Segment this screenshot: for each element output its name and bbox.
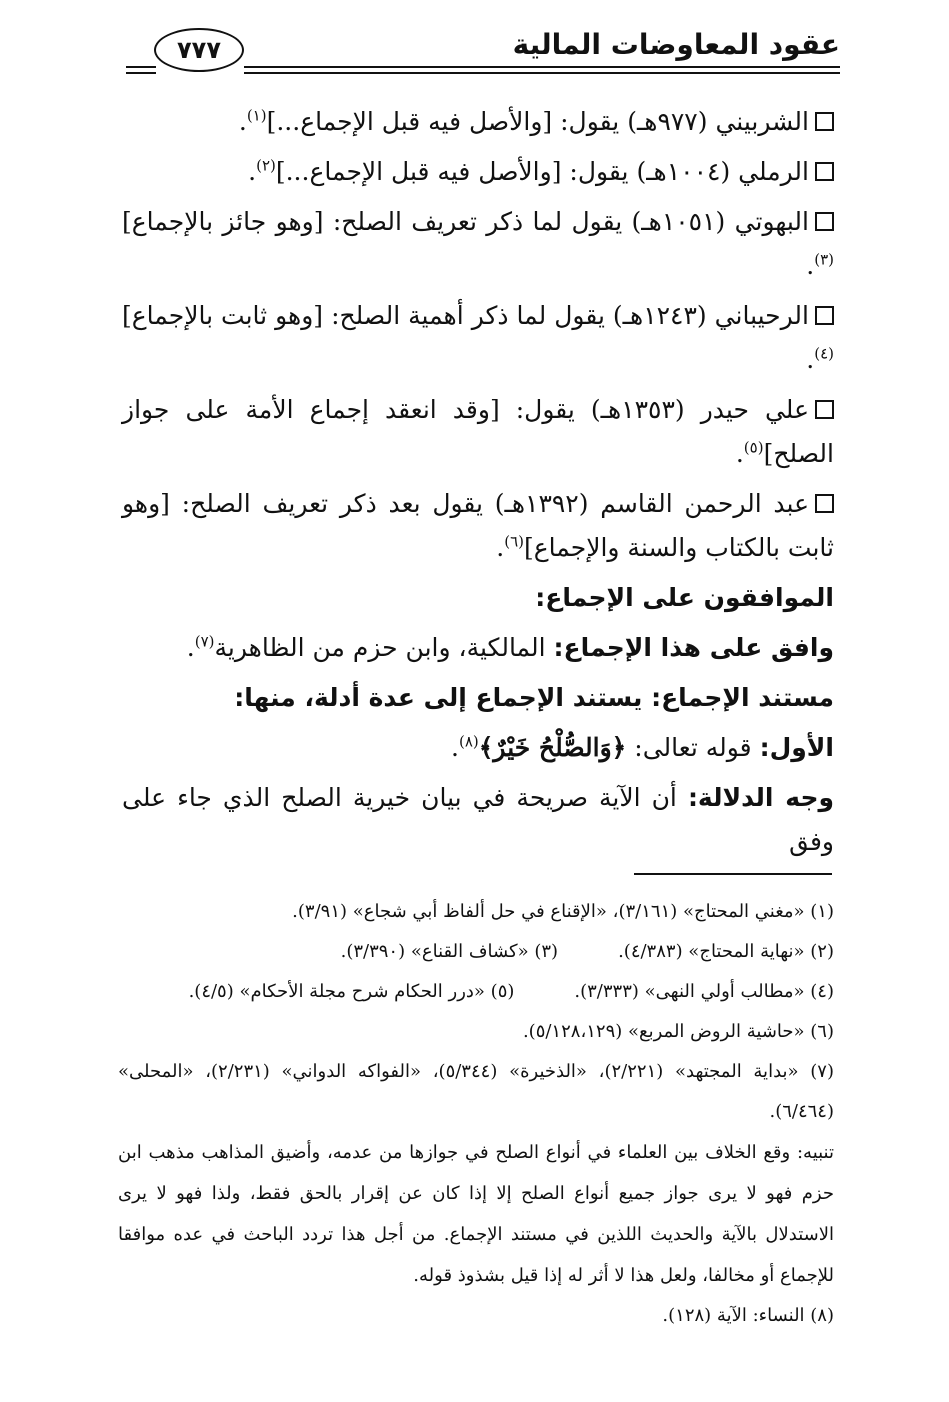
footnote-6: (٦) «حاشية الروض المربع» (٥/١٢٨،١٢٩).: [522, 1021, 834, 1042]
header-rule-top-left: [126, 66, 156, 68]
footnote-8: (٨) النساء: الآية (١٢٨).: [662, 1305, 834, 1326]
header-rule-top-right: [244, 66, 840, 68]
footnote-1: (١) «مغني المحتاج» (٣/١٦١)، «الإقناع في حل ألفاظ أبي شجاع» (٣/٩١).: [292, 901, 834, 922]
footnote-ref: (٧): [194, 632, 215, 651]
section-heading: الموافقون على الإجماع:: [535, 583, 834, 612]
page-header: [120, 24, 840, 84]
footnote-7: (٧) «بداية المجتهد» (٢/٢٢١)، «الذخيرة» (٥/٣٤٤)، «الفواكه الدواني» (٢/٢٣١)، «المحلى» (٦/٤٦٤).: [118, 1061, 834, 1122]
checkbox-bullet-icon: [815, 162, 834, 181]
quote-item: الرملي (١٠٠٤هـ) يقول: [والأصل فيه قبل الإجماع...]$^{(٢)}$.: [122, 150, 834, 194]
evidence-paragraph: وجه الدلالة: أن الآية صريحة في بيان خيرية الصلح الذي جاء على وفق: [122, 783, 835, 856]
footnote-3: (٣) «كشاف القناع» (٣/٣٩٠).: [340, 941, 559, 962]
footnote-4: (٤) «مطالب أولي النهى» (٣/٣٣٣).: [574, 981, 834, 1002]
checkbox-bullet-icon: [815, 400, 834, 419]
footnote-ref: (٣): [814, 250, 834, 269]
checkbox-bullet-icon: [815, 494, 834, 513]
checkbox-bullet-icon: [815, 212, 834, 231]
agreeing-paragraph: وافق على هذا الإجماع: المالكية، وابن حزم من الظاهرية$^{(٧)}$.: [186, 632, 834, 662]
footnote-divider: [634, 873, 832, 875]
header-rule-bottom-right: [244, 72, 840, 74]
checkbox-bullet-icon: [815, 112, 834, 131]
footnotes: [118, 892, 834, 1336]
basis-paragraph: مستند الإجماع: يستند الإجماع إلى عدة أدلة، منها:: [234, 683, 834, 712]
checkbox-bullet-icon: [815, 306, 834, 325]
footnote-2: (٢) «نهاية المحتاج» (٤/٣٨٣).: [618, 941, 834, 962]
footnote-note: تنبيه: وقع الخلاف بين العلماء في أنواع الصلح في جوازها من عدمه، وأضيق المذاهب مذهب ابن حزم فهو لا يرى جواز جميع أنواع الصلح إلا إذا كان عن إقرار بالحق فقط، ولذا فهو لا يرى الاستدلال بالآية والحديث اللذين في مستند الإجماع. من أجل هذا تردد الباحث في عده موافقا للإجماع أو مخالفا، ولعل هذا لا أثر له إذا قيل بشذوذ قوله.: [118, 1142, 834, 1286]
footnote-ref: (٤): [814, 344, 834, 363]
quote-item: البهوتي (١٠٥١هـ) يقول لما ذكر تعريف الصلح: [وهو جائز بالإجماع]$^{(٣)}$.: [122, 207, 834, 280]
quote-item: الرحيباني (١٢٤٣هـ) يقول لما ذكر أهمية الصلح: [وهو ثابت بالإجماع]$^{(٤)}$.: [122, 301, 834, 374]
quran-verse: ﴿وَالصُّلْحُ خَيْرٌ﴾: [478, 733, 627, 762]
first-evidence-paragraph: الأول: قوله تعالى: ﴿وَالصُّلْحُ خَيْرٌ﴾$^{(٨)}$.: [451, 732, 834, 762]
footnote-row: [118, 972, 834, 1012]
main-text: [122, 100, 834, 870]
quote-item: علي حيدر (١٣٥٣هـ) يقول: [وقد انعقد إجماع الأمة على جواز الصلح]$^{(٥)}$.: [122, 395, 834, 468]
footnote-ref: (٢): [256, 156, 276, 175]
quote-item: عبد الرحمن القاسم (١٣٩٢هـ) يقول بعد ذكر تعريف الصلح: [وهو ثابت بالكتاب والسنة والإجماع]$^{(٦)}$.: [122, 489, 834, 562]
footnote-5: (٥) «درر الحكام شرح مجلة الأحكام» (٤/٥).: [188, 981, 515, 1002]
footnote-ref: (١): [246, 106, 267, 125]
header-rule-bottom-left: [126, 72, 156, 74]
footnote-ref: (٥): [743, 438, 764, 457]
running-title: عقود المعاوضات المالية: [512, 28, 840, 61]
quote-item: الشربيني (٩٧٧هـ) يقول: [والأصل فيه قبل الإجماع...]$^{(١)}$.: [122, 100, 834, 144]
page-number-badge: ٧٧٧: [154, 28, 244, 72]
footnote-ref: (٨): [459, 732, 479, 751]
footnote-ref: (٦): [504, 532, 525, 551]
footnote-row: [118, 932, 834, 972]
